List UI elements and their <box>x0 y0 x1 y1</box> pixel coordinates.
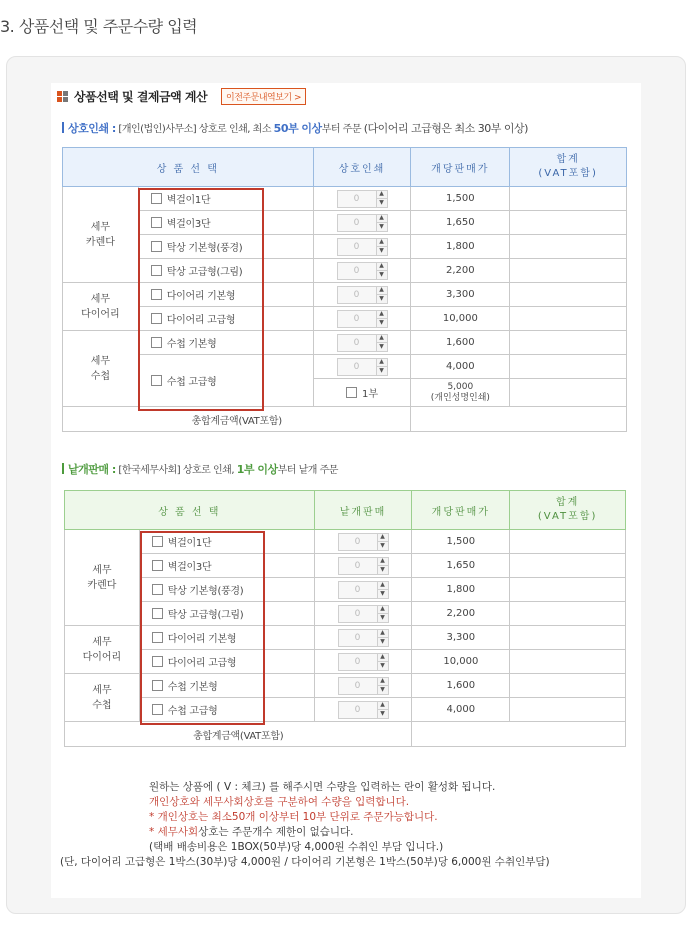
unit-price: 1,500 <box>412 530 510 554</box>
quantity-input[interactable]: 0 <box>337 358 377 376</box>
chevron-up-icon[interactable]: ▲ <box>377 287 387 296</box>
chevron-up-icon[interactable]: ▲ <box>378 702 388 711</box>
chevron-down-icon[interactable]: ▼ <box>380 589 385 597</box>
header-total: 합계 (VAT포함) <box>510 491 626 530</box>
quantity-cell <box>313 331 411 355</box>
quantity-input[interactable]: 0 <box>337 238 377 256</box>
imprint-note-extra: (다이어리 고급형은 최소 30부 이상) <box>363 122 528 135</box>
stepper-arrows[interactable] <box>378 605 389 623</box>
grand-total-value <box>412 722 626 747</box>
quantity-input[interactable]: 0 <box>338 581 378 599</box>
quantity-stepper[interactable] <box>337 214 388 232</box>
row-total <box>510 331 627 355</box>
note-checkbox-hint: 원하는 상품에 ( V : 체크) 를 해주시면 수량을 입력하는 란이 활성화 됩니다. <box>149 781 496 793</box>
quantity-cell <box>313 355 411 379</box>
chevron-up-icon[interactable]: ▲ <box>378 654 388 663</box>
product-name: 수첩 고급형 <box>167 706 218 717</box>
quantity-stepper[interactable] <box>337 286 388 304</box>
chevron-up-icon[interactable]: ▲ <box>378 678 388 687</box>
header-total: 합계 (VAT포함) <box>510 148 627 187</box>
quantity-cell <box>314 698 412 722</box>
row-total <box>510 355 627 379</box>
quantity-cell <box>313 187 411 211</box>
product-name: 벽걸이1단 <box>167 538 212 549</box>
product-name: 탁상 고급형(그림) <box>167 610 244 621</box>
individual-order-table <box>64 490 626 747</box>
product-cell <box>139 554 314 578</box>
table-row <box>63 331 627 355</box>
product-checkbox-option[interactable] <box>152 606 314 621</box>
table-row <box>65 554 626 578</box>
imprint-note <box>62 120 528 136</box>
product-name: 탁상 기본형(풍경) <box>166 243 243 254</box>
unit-price: 2,200 <box>411 259 510 283</box>
unit-price: 3,300 <box>412 626 510 650</box>
quantity-input[interactable]: 0 <box>338 677 378 695</box>
quantity-input[interactable]: 0 <box>338 629 378 647</box>
checkbox[interactable] <box>152 536 163 547</box>
product-name: 다이어리 고급형 <box>166 315 236 326</box>
unit-price: 4,000 <box>412 698 510 722</box>
individual-note-pre: [한국세무사회] 상호로 인쇄, <box>118 465 235 476</box>
product-checkbox-option[interactable] <box>151 263 313 278</box>
checkbox[interactable] <box>152 680 163 691</box>
individual-note <box>62 461 338 477</box>
quantity-cell <box>314 530 412 554</box>
product-name: 탁상 고급형(그림) <box>166 267 243 278</box>
row-total <box>510 578 626 602</box>
chevron-up-icon[interactable]: ▲ <box>378 558 388 567</box>
row-total <box>510 307 627 331</box>
chevron-up-icon[interactable]: ▲ <box>377 359 387 368</box>
imprint-note-post: 부터 주문 <box>321 124 362 135</box>
row-total <box>510 187 627 211</box>
note-society-label: * 세무사회 <box>149 826 199 838</box>
imprint-label: 상호인쇄 : <box>68 122 116 135</box>
table-row <box>63 187 627 211</box>
section-title: 상품선택 및 결제금액 계산 <box>74 90 208 104</box>
personal-print-price-note: (개인성명인쇄) <box>430 392 490 403</box>
quantity-stepper[interactable] <box>338 557 389 575</box>
note-personal-minimum: * 개인상호는 최소50개 이상부터 10부 단위로 주문가능합니다. <box>149 811 438 823</box>
note-society-unlimited <box>0 825 686 840</box>
product-cell <box>139 530 314 554</box>
quantity-cell <box>314 674 412 698</box>
grand-total-label: 총합계금액(VAT포함) <box>65 722 412 747</box>
checkbox[interactable] <box>346 387 357 398</box>
product-name: 수첩 고급형 <box>166 377 217 388</box>
chevron-up-icon[interactable]: ▲ <box>378 606 388 615</box>
table-row <box>63 259 627 283</box>
individual-bar-marker <box>62 463 64 474</box>
stepper-arrows[interactable] <box>378 581 389 599</box>
product-cell <box>139 578 314 602</box>
chevron-up-icon[interactable]: ▲ <box>377 335 387 344</box>
quantity-stepper[interactable] <box>338 533 389 551</box>
stepper-arrows[interactable] <box>377 238 388 256</box>
header-unit-price: 개당판매가 <box>412 491 510 530</box>
chevron-down-icon[interactable]: ▼ <box>380 541 385 549</box>
quantity-input[interactable]: 0 <box>337 190 377 208</box>
product-checkbox-option[interactable] <box>152 630 314 645</box>
quantity-input[interactable]: 0 <box>337 286 377 304</box>
unit-price: 1,600 <box>412 674 510 698</box>
product-group-label: 세무 수첩 <box>63 331 139 407</box>
chevron-down-icon[interactable]: ▼ <box>379 366 384 374</box>
chevron-up-icon[interactable]: ▲ <box>378 630 388 639</box>
product-checkbox-option[interactable] <box>152 534 314 549</box>
table-row <box>65 602 626 626</box>
unit-price: 2,200 <box>412 602 510 626</box>
product-group-label: 세무 다이어리 <box>65 626 140 674</box>
chevron-down-icon[interactable]: ▼ <box>380 709 385 717</box>
product-cell <box>138 187 313 211</box>
product-checkbox-option[interactable] <box>152 582 314 597</box>
stepper-arrows[interactable] <box>377 310 388 328</box>
stepper-arrows[interactable] <box>378 533 389 551</box>
chevron-down-icon[interactable]: ▼ <box>380 565 385 573</box>
grid-icon <box>57 91 68 102</box>
imprint-order-table <box>62 147 627 432</box>
quantity-cell <box>314 554 412 578</box>
quantity-cell <box>314 626 412 650</box>
stepper-arrows[interactable] <box>377 286 388 304</box>
quantity-stepper[interactable] <box>338 653 389 671</box>
row-total <box>510 283 627 307</box>
row-total <box>510 674 626 698</box>
quantity-input[interactable]: 0 <box>338 557 378 575</box>
quantity-input[interactable]: 0 <box>337 334 377 352</box>
product-cell <box>139 626 314 650</box>
chevron-up-icon[interactable]: ▲ <box>377 263 387 272</box>
personal-print-label: 1부 <box>361 388 379 400</box>
quantity-stepper[interactable] <box>337 190 388 208</box>
quantity-input[interactable]: 0 <box>338 701 378 719</box>
individual-label: 낱개판매 : <box>68 463 116 476</box>
product-group-label: 세무 수첩 <box>65 674 140 722</box>
chevron-down-icon[interactable]: ▼ <box>379 222 384 230</box>
grand-total-row <box>65 722 626 747</box>
table-row <box>65 698 626 722</box>
table-row <box>65 650 626 674</box>
stepper-arrows[interactable] <box>377 262 388 280</box>
product-cell <box>139 602 314 626</box>
checkbox[interactable] <box>151 265 162 276</box>
quantity-input[interactable]: 0 <box>338 653 378 671</box>
product-cell <box>138 283 313 307</box>
imprint-note-pre: [개인(법인)사무소] 상호로 인쇄, 최소 <box>118 124 271 135</box>
stepper-arrows[interactable] <box>377 190 388 208</box>
header-unit-price: 개당판매가 <box>411 148 510 187</box>
product-cell <box>138 211 313 235</box>
product-checkbox-option[interactable] <box>151 191 313 206</box>
row-total <box>510 650 626 674</box>
table-row <box>65 530 626 554</box>
chevron-down-icon[interactable]: ▼ <box>379 246 384 254</box>
order-notes <box>0 780 686 870</box>
grand-total-value <box>411 407 627 432</box>
stepper-arrows[interactable] <box>378 677 389 695</box>
unit-price: 4,000 <box>411 355 510 379</box>
table-header-row <box>63 148 627 187</box>
checkbox[interactable] <box>152 656 163 667</box>
product-checkbox-option[interactable] <box>152 558 314 573</box>
grand-total-row <box>63 407 627 432</box>
product-cell <box>138 259 313 283</box>
checkbox[interactable] <box>151 193 162 204</box>
stepper-arrows[interactable] <box>378 557 389 575</box>
quantity-cell <box>314 602 412 626</box>
page-title: 3. 상품선택 및 주문수량 입력 <box>0 17 198 36</box>
checkbox[interactable] <box>151 313 162 324</box>
product-name: 다이어리 고급형 <box>167 658 237 669</box>
checkbox[interactable] <box>152 632 163 643</box>
product-checkbox-option[interactable] <box>152 702 314 717</box>
grand-total-label: 총합계금액(VAT포함) <box>63 407 411 432</box>
quantity-stepper[interactable] <box>338 605 389 623</box>
row-total <box>510 235 627 259</box>
individual-note-post: 부터 낱개 주문 <box>277 465 338 476</box>
personal-print-price: 5,000 <box>447 381 474 392</box>
row-total <box>510 379 627 407</box>
quantity-stepper[interactable] <box>337 334 388 352</box>
chevron-down-icon[interactable]: ▼ <box>379 198 384 206</box>
quantity-cell <box>314 578 412 602</box>
checkbox[interactable] <box>151 375 162 386</box>
stepper-arrows[interactable] <box>377 214 388 232</box>
stepper-arrows[interactable] <box>378 629 389 647</box>
table-row <box>65 626 626 650</box>
quantity-stepper[interactable] <box>338 677 389 695</box>
section-header <box>57 88 306 105</box>
checkbox[interactable] <box>151 241 162 252</box>
header-quantity: 상호인쇄 <box>313 148 411 187</box>
chevron-up-icon[interactable]: ▲ <box>377 239 387 248</box>
checkbox[interactable] <box>152 584 163 595</box>
product-checkbox-option[interactable] <box>151 335 313 350</box>
quantity-input[interactable]: 0 <box>337 262 377 280</box>
quantity-cell <box>313 259 411 283</box>
table-row <box>63 307 627 331</box>
product-name: 다이어리 기본형 <box>166 291 236 302</box>
row-total <box>510 211 627 235</box>
header-quantity: 낱개판매 <box>314 491 412 530</box>
product-checkbox-option[interactable] <box>151 287 313 302</box>
note-separate-quantity: 개인상호와 세무사회상호를 구분하여 수량을 입력합니다. <box>149 796 410 808</box>
quantity-cell <box>314 650 412 674</box>
individual-min-qty: 1부 이상 <box>236 463 278 476</box>
chevron-up-icon[interactable]: ▲ <box>377 215 387 224</box>
note-society-text: 상호는 주문개수 제한이 없습니다. <box>198 826 354 838</box>
product-name: 수첩 기본형 <box>166 339 217 350</box>
chevron-down-icon[interactable]: ▼ <box>380 637 385 645</box>
table-row <box>63 355 627 379</box>
table-header-row <box>65 491 626 530</box>
personal-print-option-cell <box>313 379 411 407</box>
personal-print-price-cell <box>411 379 510 407</box>
chevron-up-icon[interactable]: ▲ <box>378 582 388 591</box>
chevron-down-icon[interactable]: ▼ <box>379 294 384 302</box>
note-diary-shipping: (단, 다이어리 고급형은 1박스(30부)당 4,000원 / 다이어리 기본형은 1박스(50부)당 6,000원 수취인부담) <box>60 856 550 868</box>
unit-price: 1,600 <box>411 331 510 355</box>
unit-price: 1,800 <box>412 578 510 602</box>
table-row <box>63 283 627 307</box>
chevron-up-icon[interactable]: ▲ <box>377 311 387 320</box>
quantity-cell <box>313 211 411 235</box>
product-name: 벽걸이3단 <box>166 219 211 230</box>
unit-price: 1,650 <box>412 554 510 578</box>
row-total <box>510 554 626 578</box>
chevron-down-icon[interactable]: ▼ <box>379 342 384 350</box>
product-checkbox-option[interactable] <box>151 239 313 254</box>
checkbox[interactable] <box>152 608 163 619</box>
unit-price: 3,300 <box>411 283 510 307</box>
chevron-down-icon[interactable]: ▼ <box>379 318 384 326</box>
chevron-down-icon[interactable]: ▼ <box>380 685 385 693</box>
quantity-stepper[interactable] <box>337 238 388 256</box>
product-checkbox-option[interactable] <box>152 678 314 693</box>
row-total <box>510 626 626 650</box>
chevron-down-icon[interactable]: ▼ <box>380 613 385 621</box>
row-total <box>510 530 626 554</box>
quantity-stepper[interactable] <box>337 262 388 280</box>
note-shipping-cost: (택배 배송비용은 1BOX(50부)당 4,000원 수취인 부담 입니다.) <box>149 841 444 853</box>
row-total <box>510 602 626 626</box>
stepper-arrows[interactable] <box>378 653 389 671</box>
checkbox[interactable] <box>151 337 162 348</box>
quantity-cell <box>313 235 411 259</box>
quantity-input[interactable]: 0 <box>337 310 377 328</box>
chevron-up-icon[interactable]: ▲ <box>378 534 388 543</box>
product-name: 탁상 기본형(풍경) <box>167 586 244 597</box>
unit-price: 1,500 <box>411 187 510 211</box>
product-group-label: 세무 다이어리 <box>63 283 139 331</box>
product-checkbox-option[interactable] <box>151 373 313 388</box>
checkbox[interactable] <box>152 704 163 715</box>
product-cell <box>138 355 313 407</box>
stepper-arrows[interactable] <box>378 701 389 719</box>
quantity-input[interactable]: 0 <box>338 605 378 623</box>
quantity-stepper[interactable] <box>337 310 388 328</box>
table-row <box>65 674 626 698</box>
product-cell <box>139 674 314 698</box>
unit-price: 10,000 <box>411 307 510 331</box>
checkbox[interactable] <box>152 560 163 571</box>
quantity-input[interactable]: 0 <box>338 533 378 551</box>
product-checkbox-option[interactable] <box>151 215 313 230</box>
chevron-down-icon[interactable]: ▼ <box>379 270 384 278</box>
product-group-label: 세무 카렌다 <box>63 187 139 283</box>
product-cell <box>138 235 313 259</box>
table-row <box>65 578 626 602</box>
quantity-stepper[interactable] <box>338 701 389 719</box>
quantity-cell <box>313 283 411 307</box>
product-name: 다이어리 기본형 <box>167 634 237 645</box>
checkbox[interactable] <box>151 217 162 228</box>
table-row <box>63 211 627 235</box>
product-name: 벽걸이3단 <box>167 562 212 573</box>
quantity-input[interactable]: 0 <box>337 214 377 232</box>
product-cell <box>139 650 314 674</box>
quantity-stepper[interactable] <box>338 581 389 599</box>
row-total <box>510 698 626 722</box>
checkbox[interactable] <box>151 289 162 300</box>
personal-print-option[interactable] <box>346 385 378 400</box>
product-cell <box>138 331 313 355</box>
unit-price: 10,000 <box>412 650 510 674</box>
product-name: 수첩 기본형 <box>167 682 218 693</box>
quantity-cell <box>313 307 411 331</box>
product-group-label: 세무 카렌다 <box>65 530 140 626</box>
chevron-up-icon[interactable]: ▲ <box>377 191 387 200</box>
quantity-stepper[interactable] <box>337 358 388 376</box>
product-cell <box>139 698 314 722</box>
header-product-select: 상 품 선 택 <box>65 491 315 530</box>
chevron-down-icon[interactable]: ▼ <box>380 661 385 669</box>
product-name: 벽걸이1단 <box>166 195 211 206</box>
table-row <box>63 235 627 259</box>
stepper-arrows[interactable] <box>377 334 388 352</box>
imprint-min-qty: 50부 이상 <box>273 122 322 135</box>
product-cell <box>138 307 313 331</box>
product-checkbox-option[interactable] <box>152 654 314 669</box>
unit-price: 1,800 <box>411 235 510 259</box>
previous-orders-button[interactable]: 이전주문내역보기 > <box>221 88 306 105</box>
quantity-stepper[interactable] <box>338 629 389 647</box>
row-total <box>510 259 627 283</box>
stepper-arrows[interactable] <box>377 358 388 376</box>
unit-price: 1,650 <box>411 211 510 235</box>
product-checkbox-option[interactable] <box>151 311 313 326</box>
header-product-select: 상 품 선 택 <box>63 148 314 187</box>
imprint-bar-marker <box>62 122 64 133</box>
